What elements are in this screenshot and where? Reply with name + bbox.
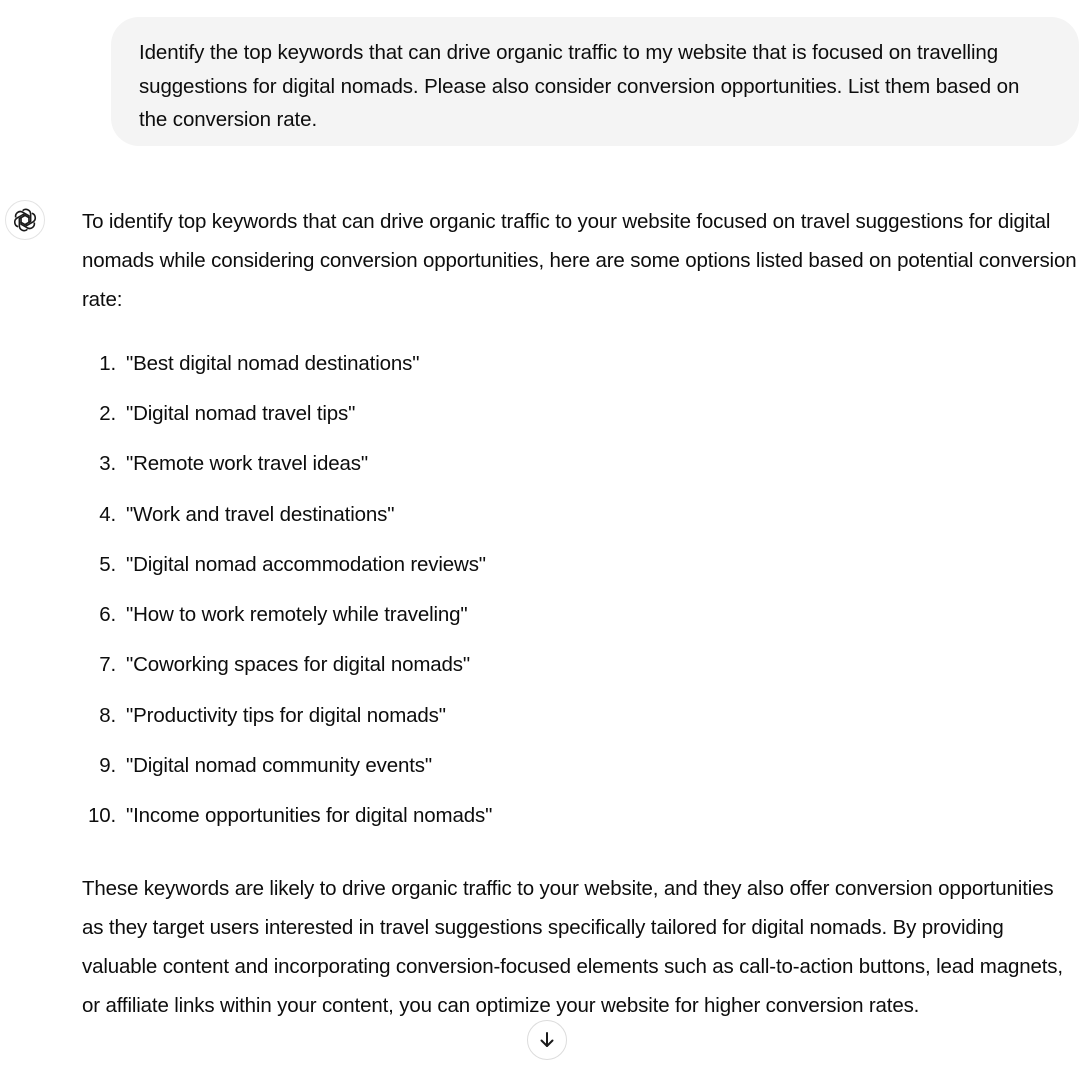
keyword-item xyxy=(82,398,1077,448)
keyword-item xyxy=(82,700,1077,750)
keyword-number: 7. xyxy=(99,653,116,677)
keyword-number: 5. xyxy=(99,552,116,576)
assistant-intro: To identify top keywords that can drive organic traffic to your website focused on travel suggestions for digital nomads while considering conversion opportunities, here are some options listed based on potential conversion rate: xyxy=(82,210,1077,312)
keyword-list xyxy=(82,348,1077,851)
keyword-number: 4. xyxy=(99,502,116,526)
keyword-text: "Digital nomad community events" xyxy=(126,753,432,777)
keyword-item xyxy=(82,549,1077,599)
keyword-number: 8. xyxy=(99,703,116,727)
keyword-item xyxy=(82,348,1077,398)
keyword-item xyxy=(82,750,1077,800)
keyword-number: 2. xyxy=(99,401,116,425)
keyword-number: 6. xyxy=(99,603,116,627)
keyword-text: "Productivity tips for digital nomads" xyxy=(126,703,446,727)
keyword-text: "Coworking spaces for digital nomads" xyxy=(126,653,471,677)
keyword-text: "Digital nomad accommodation reviews" xyxy=(126,552,486,576)
keyword-text: "Best digital nomad destinations" xyxy=(126,351,420,375)
scroll-to-bottom-button[interactable] xyxy=(527,1020,567,1060)
keyword-item xyxy=(82,599,1077,649)
keyword-item xyxy=(82,800,1077,850)
assistant-message xyxy=(82,202,1077,1025)
keyword-text: "How to work remotely while traveling" xyxy=(126,603,468,627)
user-message-bubble xyxy=(111,17,1079,146)
keyword-number: 1. xyxy=(99,351,116,375)
keyword-text: "Work and travel destinations" xyxy=(126,502,395,526)
keyword-item xyxy=(82,499,1077,549)
keyword-number: 9. xyxy=(99,753,116,777)
user-message-text: Identify the top keywords that can drive organic traffic to my website that is focused on travelling suggestions for digital nomads. Please also consider conversion opportunities. List them based on the conversion rate. xyxy=(139,41,1020,131)
keyword-item xyxy=(82,649,1077,699)
assistant-outro: These keywords are likely to drive organic traffic to your website, and they also offer conversion opportunities as they target users interested in travel suggestions specifically tailored for digital nomads. By providing valuable content and incorporating conversion-focused elements such as call-to-action buttons, lead magnets, or affiliate links within your content, you can optimize your website for higher conversion rates. xyxy=(82,876,1063,1018)
openai-logo-icon xyxy=(12,207,38,233)
keyword-text: "Digital nomad travel tips" xyxy=(126,401,356,425)
keyword-text: "Remote work travel ideas" xyxy=(126,452,368,476)
assistant-avatar xyxy=(5,200,45,240)
keyword-item xyxy=(82,448,1077,498)
keyword-number: 3. xyxy=(99,452,116,476)
keyword-number: 10. xyxy=(87,804,116,828)
arrow-down-icon xyxy=(537,1030,557,1050)
keyword-text: "Income opportunities for digital nomads" xyxy=(126,804,493,828)
